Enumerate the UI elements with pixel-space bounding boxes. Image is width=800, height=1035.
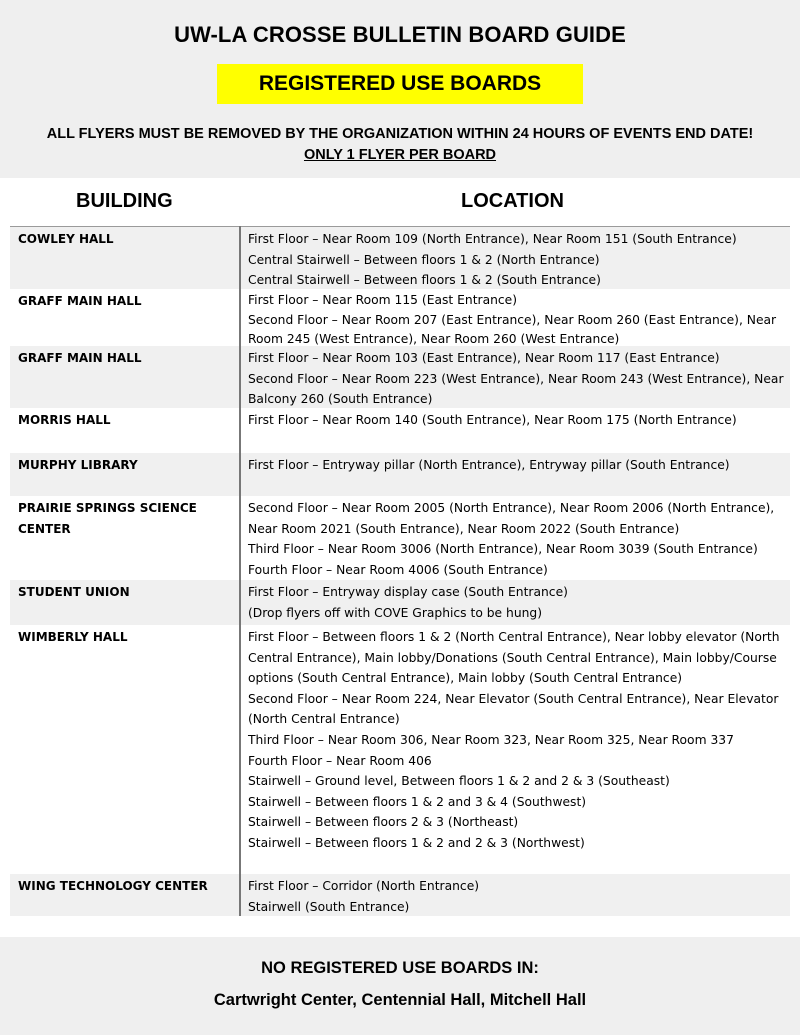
location-line: First Floor – Corridor (North Entrance) — [248, 879, 480, 893]
table-row — [10, 453, 790, 496]
column-divider — [239, 226, 241, 916]
table-row — [10, 346, 790, 408]
location-line: Stairwell (South Entrance) — [248, 899, 410, 914]
building-name: STUDENT UNION — [18, 585, 130, 599]
location-line: First Floor – Entryway display case (South Entrance) — [248, 585, 568, 599]
table-row — [10, 496, 790, 580]
location-line: Second Floor – Near Room 223 (West Entrance), Near Room 243 (West Entrance), Near Balcony 260 (South Entrance) — [248, 371, 784, 407]
table-row — [10, 625, 790, 874]
location-list — [248, 498, 784, 580]
location-line: First Floor – Near Room 103 (East Entrance), Near Room 117 (East Entrance) — [248, 351, 720, 365]
column-header-building: BUILDING — [76, 190, 173, 212]
location-line: First Floor – Near Room 109 (North Entrance), Near Room 151 (South Entrance) — [248, 232, 737, 246]
building-name: WING TECHNOLOGY CENTER — [18, 879, 208, 893]
location-list — [248, 876, 784, 917]
header-section — [0, 0, 800, 178]
location-line: Second Floor – Near Room 224, Near Elevator (South Central Entrance), Near Elevator (North Central Entrance) — [248, 691, 779, 727]
column-header-location: LOCATION — [461, 190, 564, 212]
location-line: First Floor – Near Room 115 (East Entrance) — [248, 293, 518, 307]
location-line: First Floor – Between floors 1 & 2 (North Central Entrance), Near lobby elevator (North Central Entrance), Main lobby/Donations (South Central Entrance), Main lobby/Course options (South Central Entrance), Main lobby (South Central Entrance) — [248, 630, 780, 686]
table-row — [10, 227, 790, 289]
registered-use-banner: REGISTERED USE BOARDS — [217, 64, 583, 104]
page-title: UW-LA CROSSE BULLETIN BOARD GUIDE — [174, 22, 626, 47]
building-name: GRAFF MAIN HALL — [18, 351, 142, 365]
no-boards-list: Cartwright Center, Centennial Hall, Mitchell Hall — [213, 991, 587, 1009]
building-name: WIMBERLY HALL — [18, 630, 128, 644]
table-row — [10, 580, 790, 625]
banner-wrap — [0, 64, 800, 104]
building-name: PRAIRIE SPRINGS SCIENCE CENTER — [18, 501, 197, 536]
location-line: Fourth Floor – Near Room 406 — [248, 753, 432, 768]
notice-main-text: ALL FLYERS MUST BE REMOVED BY THE ORGANIZATION WITHIN 24 HOURS OF EVENTS END DATE! — [46, 126, 754, 142]
notice-underlined-text: ONLY 1 FLYER PER BOARD — [303, 147, 497, 163]
location-list — [248, 410, 784, 431]
location-line: Stairwell – Between floors 1 & 2 and 2 & 3 (Northwest) — [248, 835, 585, 850]
no-boards-heading: NO REGISTERED USE BOARDS IN: — [261, 959, 539, 977]
table-row — [10, 874, 790, 916]
location-line: Stairwell – Between floors 2 & 3 (Northeast) — [248, 815, 519, 830]
location-line: Fourth Floor – Near Room 4006 (South Entrance) — [248, 562, 548, 577]
building-name: GRAFF MAIN HALL — [18, 294, 142, 308]
location-line: First Floor – Entryway pillar (North Entrance), Entryway pillar (South Entrance) — [248, 458, 730, 472]
building-name: MURPHY LIBRARY — [18, 458, 138, 472]
location-list — [248, 582, 784, 623]
location-list — [248, 627, 784, 854]
removal-notice — [30, 124, 770, 166]
location-line: Stairwell – Ground level, Between floors 1 & 2 and 2 & 3 (Southeast) — [248, 774, 670, 789]
location-line: First Floor – Near Room 140 (South Entrance), Near Room 175 (North Entrance) — [248, 413, 737, 427]
building-name: MORRIS HALL — [18, 413, 111, 427]
location-list — [248, 291, 784, 350]
table-row — [10, 408, 790, 453]
location-line: Central Stairwell – Between floors 1 & 2 (South Entrance) — [248, 273, 601, 288]
location-list — [248, 348, 784, 410]
location-line: Central Stairwell – Between floors 1 & 2 (North Entrance) — [248, 252, 600, 267]
location-line: Stairwell – Between floors 1 & 2 and 3 & 4 (Southwest) — [248, 794, 587, 809]
footer-section — [0, 937, 800, 1035]
location-list — [248, 455, 784, 476]
location-line: Second Floor – Near Room 2005 (North Entrance), Near Room 2006 (North Entrance), Near Room 2021 (South Entrance), Near Room 2022 (South Entrance) — [248, 501, 775, 536]
location-line: Second Floor – Near Room 207 (East Entrance), Near Room 260 (East Entrance), Near Room 245 (West Entrance), Near Room 260 (West Entrance) — [248, 312, 777, 346]
location-line: Third Floor – Near Room 3006 (North Entrance), Near Room 3039 (South Entrance) — [248, 542, 758, 557]
location-list — [248, 229, 784, 291]
location-line: (Drop flyers off with COVE Graphics to be hung) — [248, 605, 543, 620]
table-row — [10, 289, 790, 346]
location-line: Third Floor – Near Room 306, Near Room 323, Near Room 325, Near Room 337 — [248, 732, 734, 747]
building-name: COWLEY HALL — [18, 232, 114, 246]
